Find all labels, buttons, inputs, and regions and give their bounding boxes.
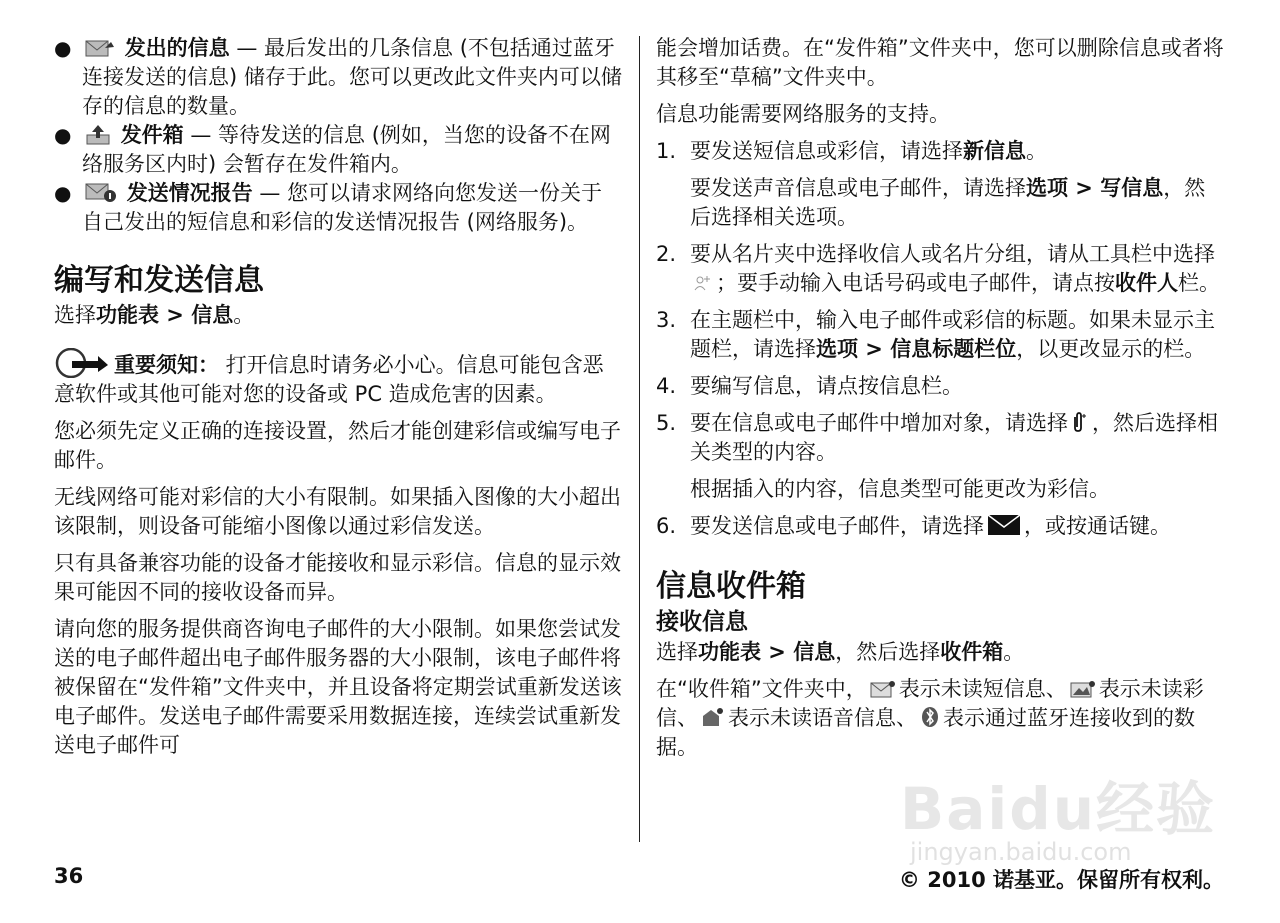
subheading-receive: 接收信息 [656,609,748,635]
bullet-outbox: ● 发件箱 — 等待发送的信息 (例如，当您的设备不在网络服务区内时) 会暂存在发件箱内。 [54,123,611,176]
paragraph: 只有具备兼容功能的设备才能接收和显示彩信。信息的显示效果可能因不同的接收设备而异。 [54,551,621,604]
inbox-description: 在“收件箱”文件夹中， 表示未读短信息、 表示未读彩信、 表示未读语音信息、 表示通过蓝牙连接收到的数据。 [656,677,1204,759]
paragraph: 信息功能需要网络服务的支持。 [656,102,950,126]
step-6: 6. 要发送信息或电子邮件，请选择 ，或按通话键。 [656,514,1171,538]
watermark-logo: Baidu经验 [900,775,1217,843]
paragraph: 您必须先定义正确的连接设置，然后才能创建彩信或编写电子邮件。 [54,419,621,472]
important-note-icon [54,348,110,378]
step-4: 4. 要编写信息，请点按信息栏。 [656,374,963,398]
unread-mms-icon [1070,679,1096,699]
important-note: 重要须知： 打开信息时请务必小心。信息可能包含恶意软件或其他可能对您的设备或 PC 造成危害的因素。 [54,348,622,409]
step-2: 2. 要从名片夹中选择收信人或名片分组，请从工具栏中选择；要手动输入电话号码或电子邮件，请点按收件人栏。 [656,242,1220,295]
step-5-sub: 根据插入的内容，信息类型可能更改为彩信。 [690,477,1110,501]
bullet-report: ● 发送情况报告 — 您可以请求网络向您发送一份关于自己发出的短信息和彩信的发送情况报告 (网络服务)。 [54,181,603,234]
attachment-icon [1071,411,1089,433]
bullet-title: 发出的信息 [124,36,230,60]
page-number: 36 [54,864,84,888]
section-heading-compose: 编写和发送信息 [54,263,264,298]
outbox-icon [85,123,111,145]
bullet-sent: ● 发出的信息 — 最后发出的几条信息 (不包括通过蓝牙连接发送的信息) 储存于此。您可以更改此文件夹内可以储存的信息的数量。 [54,36,622,118]
watermark-url: jingyan.baidu.com [910,838,1132,866]
column-divider [639,36,640,842]
bullet-title: 发送情况报告 [126,181,253,205]
bluetooth-data-icon [920,706,940,728]
step-3: 3. 在主题栏中，输入电子邮件或彩信的标题。如果未显示主题栏，请选择选项 > 信息标题栏位，以更改显示的栏。 [656,308,1215,361]
select-path: 选择功能表 > 信息，然后选择收件箱。 [656,640,1025,664]
step-5: 5. 要在信息或电子邮件中增加对象，请选择 ，然后选择相关类型的内容。 [656,411,1218,464]
unread-sms-icon [870,679,896,699]
paragraph: 无线网络可能对彩信的大小有限制。如果插入图像的大小超出该限制，则设备可能缩小图像以通过彩信发送。 [54,485,621,538]
paragraph: 请向您的服务提供商咨询电子邮件的大小限制。如果您尝试发送的电子邮件超出电子邮件服务器的大小限制，该电子邮件将被保留在“发件箱”文件夹中，并且设备将定期尝试重新发送该电子邮件。发送电子邮件需要采用数据连接，连续尝试重新发送电子邮件可 [54,617,622,757]
unread-voice-message-icon [701,706,725,728]
delivery-report-icon [85,181,117,203]
left-column [54,34,622,760]
section-heading-inbox: 信息收件箱 [656,569,806,604]
baidu-watermark [900,762,1230,872]
step-1-sub: 要发送声音信息或电子邮件，请选择选项 > 写信息，然后选择相关选项。 [690,176,1206,229]
copyright: © 2010 诺基亚。保留所有权利。 [898,868,1224,892]
bullet-title: 发件箱 [120,123,184,147]
paragraph: 能会增加话费。在“发件箱”文件夹中，您可以删除信息或者将其移至“草稿”文件夹中。 [656,36,1224,89]
step-1: 1. 要发送短信息或彩信，请选择新信息。 [656,139,1047,163]
select-path: 选择功能表 > 信息。 [54,303,255,327]
right-column [656,34,1226,762]
contacts-icon [693,273,713,293]
send-envelope-icon [987,514,1021,536]
sent-mail-icon [85,38,115,58]
